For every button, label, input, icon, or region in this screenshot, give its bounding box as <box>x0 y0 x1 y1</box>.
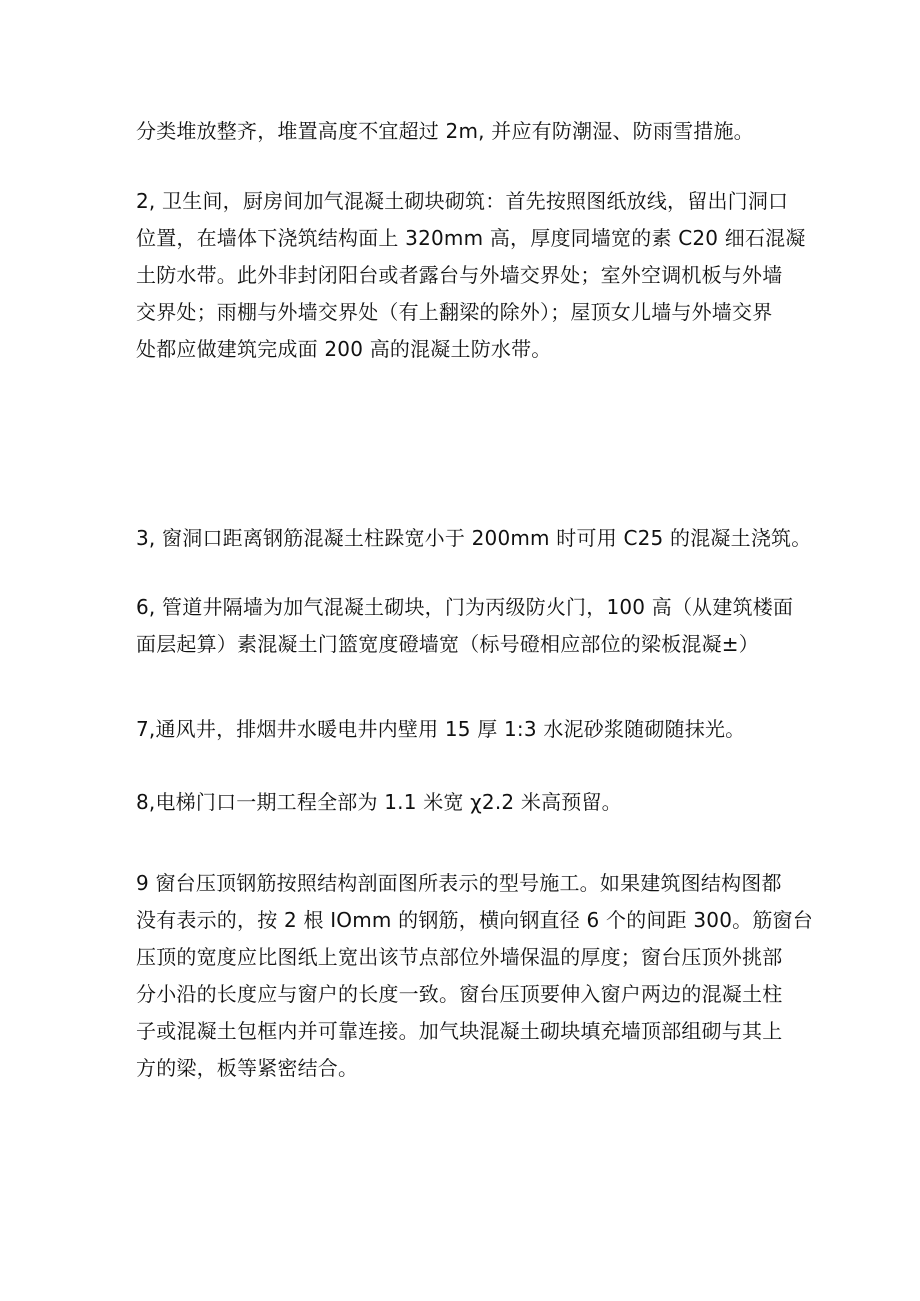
text-line: 8,电梯门口一期工程全部为 1.1 米宽 χ2.2 米高预留。 <box>136 790 622 814</box>
text-line: 3, 窗洞口距离钢筋混凝土柱跺宽小于 200mm 时可用 C25 的混凝土浇筑。 <box>136 526 812 550</box>
paragraph-item-8 <box>136 784 796 821</box>
text-line: 压顶的宽度应比图纸上宽出该节点部位外墙保温的厚度；窗台压顶外挑部 <box>136 945 783 969</box>
paragraph-item-2 <box>136 183 806 368</box>
text-line: 交界处；雨棚与外墙交界处（有上翻梁的除外）；屋顶女儿墙与外墙交界 <box>136 300 773 324</box>
text-line: 2, 卫生间，厨房间加气混凝土砌块砌筑：首先按照图纸放线，留出门洞口 <box>136 189 789 213</box>
text-line: 9 窗台压顶钢筋按照结构剖面图所表示的型号施工。如果建筑图结构图都 <box>136 871 782 895</box>
paragraph-item-7 <box>136 711 796 748</box>
text-line: 7,通风井，排烟井水暖电井内壁用 15 厚 1:3 水泥砂浆随砌随抹光。 <box>136 717 746 741</box>
paragraph-item-3 <box>136 520 812 557</box>
text-line: 没有表示的，按 2 根 IOmm 的钢筋，横向钢直径 6 个的间距 300。筋窗台 <box>136 908 813 932</box>
text-line: 位置，在墙体下浇筑结构面上 320mm 高，厚度同墙宽的素 C20 细石混凝 <box>136 226 806 250</box>
text-line: 分小沿的长度应与窗户的长度一致。窗台压顶要伸入窗户两边的混凝土柱 <box>136 982 783 1006</box>
text-line: 土防水带。此外非封闭阳台或者露台与外墙交界处；室外空调机板与外墙 <box>136 263 783 287</box>
text-line: 方的梁，板等紧密结合。 <box>136 1056 359 1080</box>
text-line: 分类堆放整齐，堆置高度不宜超过 2m, 并应有防潮湿、防雨雪措施。 <box>136 119 754 143</box>
text-line: 处都应做建筑完成面 200 高的混凝土防水带。 <box>136 337 552 361</box>
text-line: 子或混凝土包框内并可靠连接。加气块混凝土砌块填充墙顶部组砌与其上 <box>136 1019 783 1043</box>
text-line: 6, 管道井隔墙为加气混凝土砌块，门为丙级防火门，100 高（从建筑楼面 <box>136 595 794 619</box>
paragraph-continuation <box>136 113 796 150</box>
text-line: 面层起算）素混凝土门篮宽度磴墙宽（标号磴相应部位的梁板混凝±） <box>136 632 759 656</box>
paragraph-item-6 <box>136 589 796 663</box>
paragraph-item-9 <box>136 865 813 1087</box>
